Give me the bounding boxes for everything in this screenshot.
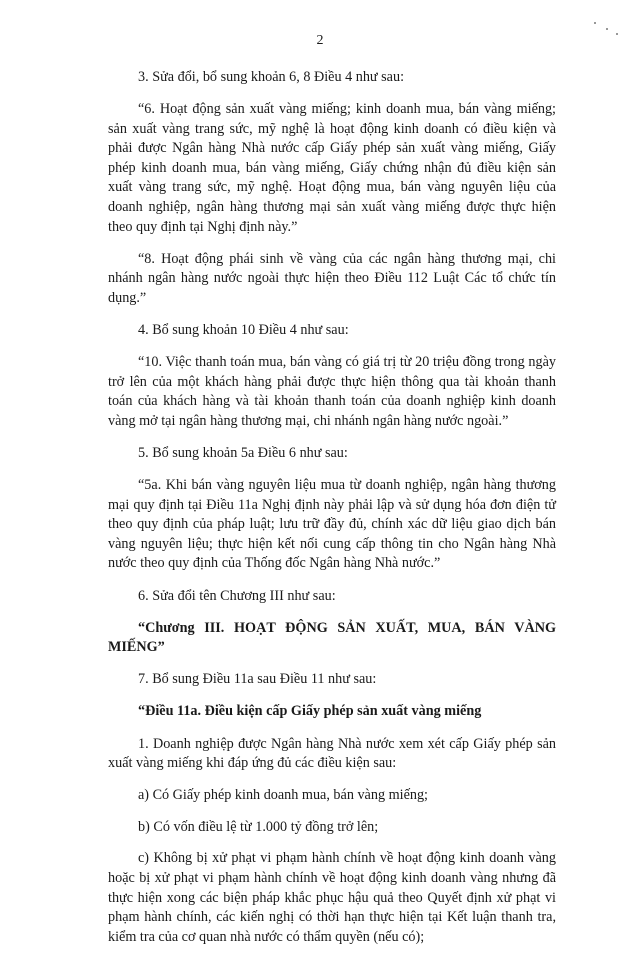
paragraph-amend-clause-4: 4. Bổ sung khoản 10 Điều 4 như sau: xyxy=(138,322,349,339)
chapter-title: “Chương III. HOẠT ĐỘNG SẢN XUẤT, MUA, BÁN VÀNG MIẾNG” xyxy=(108,619,556,656)
paragraph-condition-a: a) Có Giấy phép kinh doanh mua, bán vàng miếng; xyxy=(138,787,428,804)
paragraph-condition-c: c) Không bị xử phạt vi phạm hành chính về hoạt động kinh doanh vàng hoặc bị xử phạt vi phạm hành chính về hoạt động kinh doanh vàng nhưng đã thực hiện xong các biện pháp khắc phục hậu quả theo Quyết định xử phạt vi phạm hành chính, các kiến nghị có thời hạn thực hiện tại Kết luận thanh tra, kiểm tra của cơ quan nhà nước có thẩm quyền (nếu có); xyxy=(108,850,556,945)
paragraph-quote-item-5a: “5a. Khi bán vàng nguyên liệu mua từ doanh nghiệp, ngân hàng thương mại quy định tại Điều 11a Nghị định này phải lập và sử dụng hóa đơn điện tử theo quy định của pháp luật; lưu trữ đầy đủ, chính xác dữ liệu giao dịch bán vàng nguyên liệu; thực hiện kết nối cung cấp thông tin cho Ngân hàng Nhà nước theo quy định của Thống đốc Ngân hàng Nhà nước.” xyxy=(108,477,556,572)
paragraph-quote-item-6: “6. Hoạt động sản xuất vàng miếng; kinh doanh mua, bán vàng miếng; sản xuất vàng trang sức, mỹ nghệ là hoạt động kinh doanh có điều kiện và phải được Ngân hàng Nhà nước cấp Giấy phép sản xuất vàng miếng, Giấy phép kinh doanh mua, bán vàng miếng, Giấy chứng nhận đủ điều kiện sản xuất vàng trang sức, mỹ nghệ. Hoạt động mua, bán vàng nguyên liệu của doanh nghiệp, ngân hàng thương mại sản xuất vàng miếng được thực hiện theo quy định tại Nghị định này.” xyxy=(108,101,556,235)
paragraph-condition-b: b) Có vốn điều lệ từ 1.000 tỷ đồng trở lên; xyxy=(138,818,379,835)
document-body xyxy=(108,68,556,960)
paragraph-amend-clause-5: 5. Bổ sung khoản 5a Điều 6 như sau: xyxy=(138,445,348,461)
paragraph-amend-clause-6: 6. Sửa đổi tên Chương III như sau: xyxy=(138,587,336,604)
paragraph-condition-1: 1. Doanh nghiệp được Ngân hàng Nhà nước xem xét cấp Giấy phép sản xuất vàng miếng khi đáp ứng đủ các điều kiện sau: xyxy=(108,735,556,772)
paragraph-quote-item-8: “8. Hoạt động phái sinh về vàng của các ngân hàng thương mại, chi nhánh ngân hàng nước ngoài thực hiện theo Điều 112 Luật Các tổ chức tín dụng.” xyxy=(108,250,556,306)
paragraph-amend-clause-3: 3. Sửa đổi, bổ sung khoản 6, 8 Điều 4 như sau: xyxy=(138,69,405,85)
page-number: 2 xyxy=(316,33,324,48)
paragraph-quote-item-10: “10. Việc thanh toán mua, bán vàng có giá trị từ 20 triệu đồng trong ngày trở lên của một khách hàng phải được thực hiện thông qua tài khoản thanh toán của khách hàng và tài khoản thanh toán của doanh nghiệp kinh doanh vàng mở tại ngân hàng thương mại, chi nhánh ngân hàng nước ngoài.” xyxy=(108,354,556,429)
scan-specks xyxy=(592,18,622,38)
article-title: “Điều 11a. Điều kiện cấp Giấy phép sản xuất vàng miếng xyxy=(138,703,482,720)
paragraph-amend-clause-7: 7. Bổ sung Điều 11a sau Điều 11 như sau: xyxy=(138,671,377,688)
